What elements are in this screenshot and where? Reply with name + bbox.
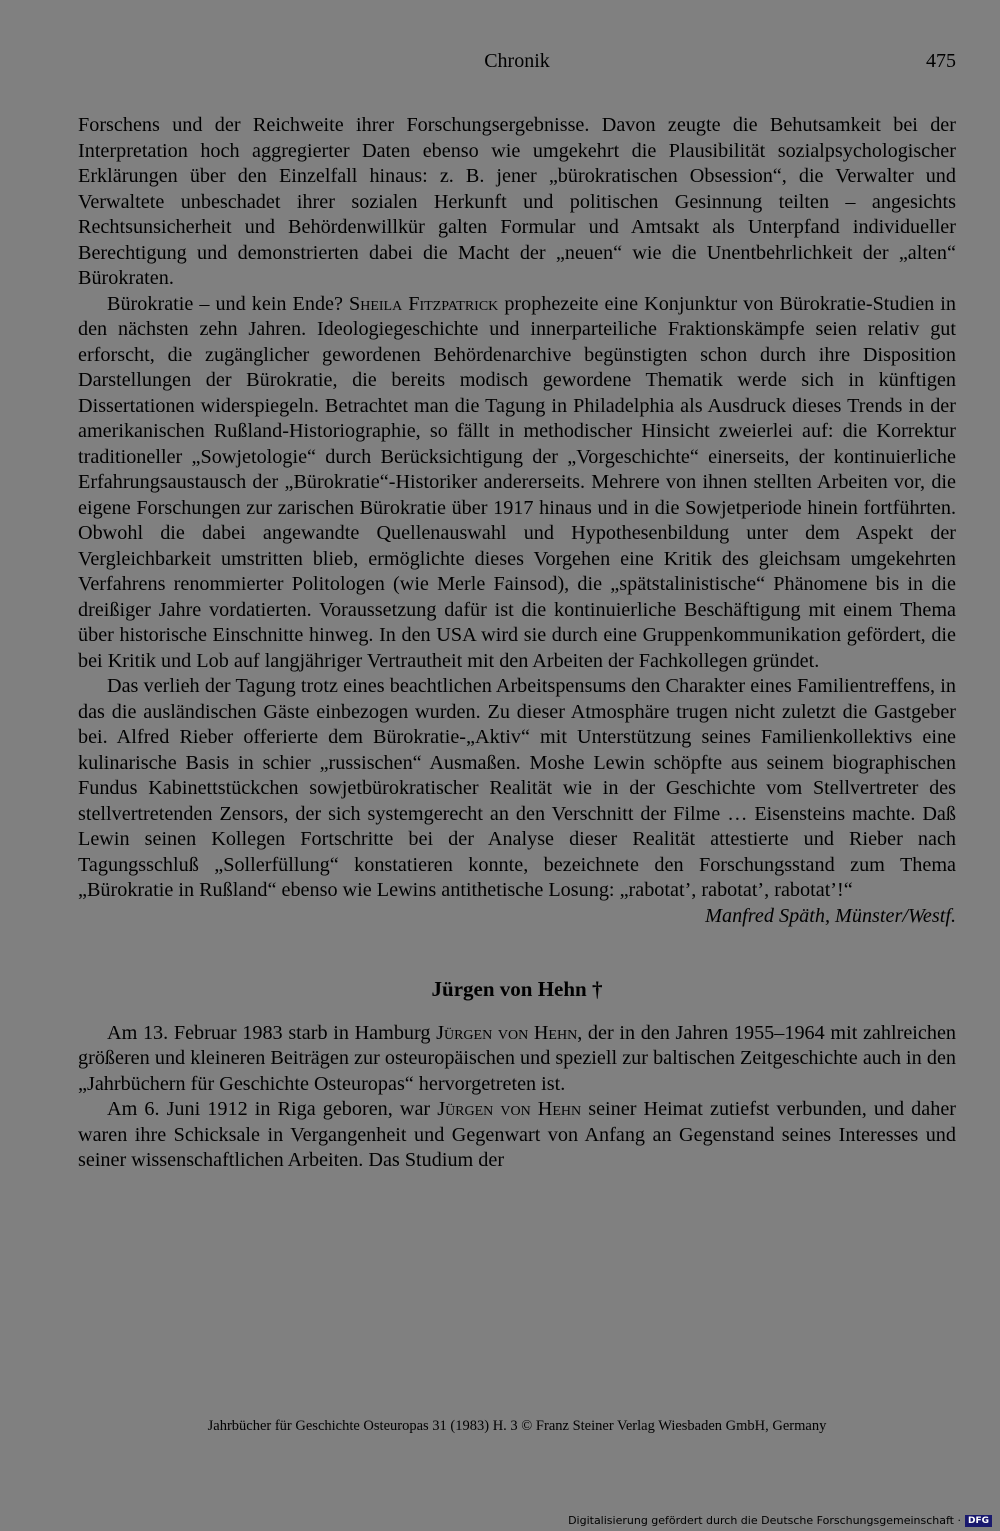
paragraph-5-start: Am 6. Juni 1912 in Riga geboren, war [107,1098,438,1120]
paragraph-4 [78,1021,956,1098]
running-title: Chronik [484,50,550,72]
main-text [78,113,956,1174]
paragraph-4-rest: , der in den Jahren 1955–1964 mit zahlreichen größeren und kleineren Beiträgen zur osteuropäischen und speziell zur baltischen Zeitgeschichte auch in den „Jahrbüchern für Geschichte Osteuropas“ hervorgetreten ist. [78,1021,956,1095]
paragraph-2-start: Bürokratie – und kein Ende? [107,292,349,315]
paragraph-2 [78,292,956,675]
paragraph-3: Das verlieh der Tagung trotz eines beachtlichen Arbeitspensums den Charakter eines Familientreffens, in das die ausländischen Gäste einbezogen wurden. Zu dieser Atmosphäre trugen nicht zuletzt die Gastgeber bei. Alfred Rieber offerierte dem Bürokratie-„Aktiv“ mit Unterstützung seines Familienkollektivs eine kulinarische Basis in schier „russischen“ Ausmaßen. Moshe Lewin schöpfte aus seinem biographischen Fundus Kabinettstückchen sowjetbürokratischer Realität wie in der Geschichte vom Stellvertreter des stellvertretenden Zensors, der sich systemgerecht an den Verschnitt der Filme … Eisensteins machte. Daß Lewin seinen Kollegen Fortschritte bei der Analyse dieser Realität attestierte und Rieber nach Tagungsschluß „Sollerfüllung“ konstatieren konnte, bezeichnete den Forschungsstand zum Thema „Bürokratie in Rußland“ ebenso wie Lewins antithetische Losung: „rabotat’, rabotat’, rabotat’!“ [78,675,956,901]
person-name: Jürgen von Hehn [437,1098,582,1120]
digitization-text: Digitalisierung gefördert durch die Deutsche Forschungsgemeinschaft · [568,1514,961,1527]
signature: Manfred Späth, Münster/Westf. [705,904,956,927]
paragraph-5 [78,1097,956,1174]
page-header [78,50,956,80]
person-name: Jürgen von Hehn [436,1021,578,1044]
page-number: 475 [926,50,956,72]
footer-citation: Jahrbücher für Geschichte Osteuropas 31 (1983) H. 3 © Franz Steiner Verlag Wiesbaden GmbH, Germany [207,1418,827,1434]
section-title: Jürgen von Hehn † [431,977,603,1001]
paragraph-4-start: Am 13. Februar 1983 starb in Hamburg [107,1021,437,1044]
dfg-logo: DFG [965,1515,992,1527]
digitization-note [568,1514,992,1527]
paragraph-1: Forschens und der Reichweite ihrer Forschungsergebnisse. Davon zeugte die Behutsamkeit bei der Interpretation hoch aggregierter Daten ebenso wie umgekehrt die Plausibilität sozialpsychologischer Erklärungen über den Einzelfall hinaus: z. B. jener „bürokratischen Obsession“, die Verwalter und Verwaltete unbeschadet ihrer sozialen Herkunft und politischen Gesinnung teilten – angesichts Rechtsunsicherheit und Behördenwillkür galten Formular und Amtsakt als Unterpfand individueller Berechtigung und demonstrierten dabei die Macht der „neuen“ wie die Unentbehrlichkeit der „alten“ Bürokraten. [78,114,956,289]
paragraph-2-rest: prophezeite eine Konjunktur von Bürokratie-Studien in den nächsten zehn Jahren. Ideologiegeschichte und innerparteiliche Fraktionskämpfe seien relativ gut erforscht, die zugänglicher gewordenen Behördenarchive begünstigten schon durch ihre Disposition Darstellungen der Bürokratie, die bereits modisch gewordene Thematik werde sich in künftigen Dissertationen widerspiegeln. Betrachtet man die Tagung in Philadelphia als Ausdruck dieses Trends in der amerikanischen Rußland-Historiographie, so fällt in methodischer Hinsicht zweierlei auf: die Korrektur traditioneller „Sowjetologie“ durch Berücksichtigung der „Vorgeschichte“ einerseits, der kontinuierliche Erfahrungsaustausch der „Bürokratie“-Historiker andererseits. Mehrere von ihnen stellten Arbeiten vor, die eigene Forschungen zur zarischen Bürokratie über 1917 hinaus und in die Sowjetperiode hinein fortführten. Obwohl die dabei angewandte Quellenauswahl und Hypothesenbildung unter dem Aspekt der Vergleichbarkeit umstritten blieb, ermöglichte dieses Vorgehen eine Kritik des gleichsam umgekehrten Verfahrens renommierter Politologen (wie Merle Fainsod), die „spätstalinistische“ Phänomene bis in die dreißiger Jahre vordatierten. Voraussetzung dafür ist die kontinuierliche Beschäftigung mit einem Thema über historische Einschnitte hinweg. In den USA wird sie durch eine Gruppenkommunikation gefördert, die bei Kritik und Lob auf langjähriger Vertrautheit mit den Arbeiten der Fachkollegen gründet. [78,292,956,672]
paragraph-5-rest: seiner Heimat zutiefst verbunden, und daher waren ihre Schicksale in Vergangenheit und Gegenwart von Anfang an Gegenstand seines Interesses und seiner wissenschaftlichen Arbeiten. Das Studium der [78,1098,957,1171]
author-name: Sheila Fitzpatrick [349,292,499,315]
